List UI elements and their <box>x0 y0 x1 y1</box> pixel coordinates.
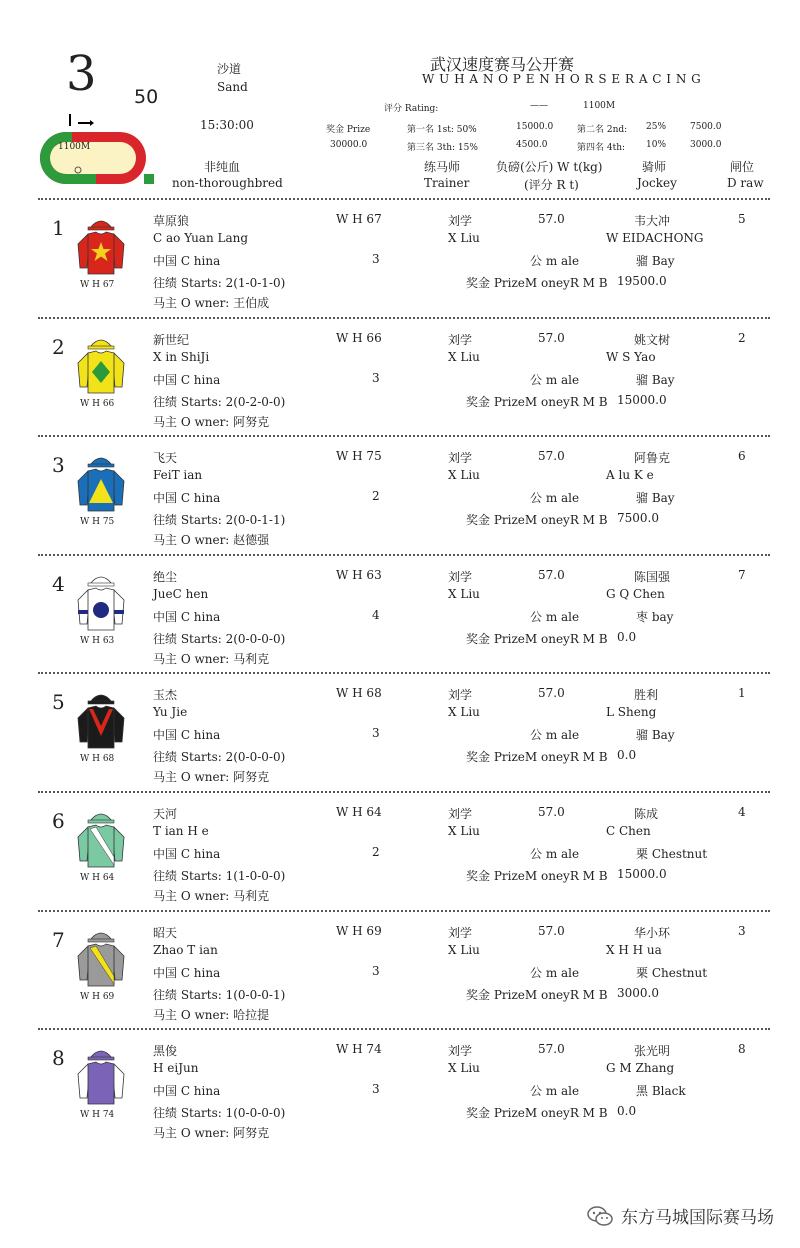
runner-entry-8 <box>0 1030 800 1148</box>
starts: 往绩 Starts: 2(0-0-1-1) <box>153 513 286 528</box>
jockey-cn: 阿鲁克 <box>634 451 671 466</box>
saddle-number: 5 <box>52 690 65 715</box>
weight: 57.0 <box>538 686 565 701</box>
jockey-silk-icon <box>76 214 126 276</box>
runner-entry-6 <box>0 793 800 911</box>
horse-color: 栗 Chestnut <box>636 847 708 861</box>
col-draw-en: D raw <box>727 176 764 190</box>
sex: 公 m ale <box>530 965 580 980</box>
starts: 往绩 Starts: 2(0-0-0-0) <box>153 750 286 765</box>
prize-value: 3000.0 <box>617 985 659 1000</box>
horse-color: 骝 Bay <box>636 254 675 268</box>
origin: 中国 C hina <box>153 728 221 743</box>
trainer-cn: 刘学 <box>448 807 473 821</box>
col-draw-cn: 闸位 <box>730 160 755 174</box>
draw: 3 <box>738 923 746 938</box>
runner-entry-1 <box>0 200 800 318</box>
trainer-cn: 刘学 <box>448 569 473 584</box>
track-icon <box>36 112 156 192</box>
breed-en: non-thoroughbred <box>172 176 283 190</box>
saddle-number: 8 <box>52 1046 65 1071</box>
fourth-pct: 10% <box>646 140 667 150</box>
prize-value: 0.0 <box>617 748 637 763</box>
trainer-en: X Liu <box>448 942 480 957</box>
owner: 马主 O wner: 王伯成 <box>153 296 270 310</box>
runner-entry-3 <box>0 437 800 555</box>
trainer-en: X Liu <box>448 468 480 483</box>
col-trainer-en: Trainer <box>424 176 470 190</box>
third-label: 第三名 3th: 15% <box>407 143 478 153</box>
silk-code: W H 75 <box>80 517 115 528</box>
owner: 马主 O wner: 马利克 <box>153 651 270 666</box>
owner: 马主 O wner: 阿努克 <box>153 770 270 785</box>
track-distance-label: 1100M <box>58 142 91 152</box>
second-pct: 25% <box>646 122 667 132</box>
silk-code: W H 63 <box>80 635 115 646</box>
starts: 往绩 Starts: 2(0-0-0-0) <box>153 631 286 646</box>
title-en: W U H A N O P E N H O R S E R A C I N G <box>422 72 702 86</box>
origin: 中国 C hina <box>153 1084 221 1099</box>
horse-id: W H 67 <box>336 212 382 226</box>
footer-brand-text: 东方马城国际赛马场 <box>621 1208 774 1228</box>
footer-brand <box>587 1203 774 1228</box>
horse-color: 枣 bay <box>636 609 674 624</box>
first-label: 第一名 1st: 50% <box>407 125 477 135</box>
prize-label: 奖金 PrizeM oneyR M B <box>466 869 608 883</box>
origin: 中国 C hina <box>153 254 221 268</box>
weight: 57.0 <box>538 805 565 819</box>
trainer-cn: 刘学 <box>448 925 473 940</box>
owner: 马主 O wner: 马利克 <box>153 889 270 903</box>
silk-code: W H 68 <box>80 754 115 765</box>
origin: 中国 C hina <box>153 372 221 387</box>
silk-code: W H 69 <box>80 991 115 1002</box>
saddle-number: 4 <box>52 571 65 596</box>
jockey-silk-icon <box>76 807 126 869</box>
jockey-en: C Chen <box>606 824 651 838</box>
prize-label: 奖金 PrizeM oneyR M B <box>466 1106 608 1121</box>
horse-age: 4 <box>372 607 380 622</box>
owner: 马主 O wner: 阿努克 <box>153 1126 270 1141</box>
surface-cn: 沙道 <box>217 62 242 76</box>
horse-id: W H 75 <box>336 449 382 464</box>
title-cn: 武汉速度赛马公开赛 <box>430 55 575 74</box>
sex: 公 m ale <box>530 491 580 506</box>
origin: 中国 C hina <box>153 965 221 980</box>
sex: 公 m ale <box>530 372 580 387</box>
jockey-silk-icon <box>76 1044 126 1106</box>
draw: 7 <box>738 567 746 582</box>
horse-name-cn: 昭天 <box>153 925 178 940</box>
sex: 公 m ale <box>530 847 580 861</box>
horse-age: 3 <box>372 726 380 741</box>
prize-label: 奖金 PrizeM oneyR M B <box>466 513 608 528</box>
horse-age: 2 <box>372 489 380 504</box>
prize-total: 30000.0 <box>330 140 368 150</box>
horse-color: 栗 Chestnut <box>636 965 708 980</box>
horse-name-en: Yu Jie <box>153 705 188 720</box>
trainer-en: X Liu <box>448 1061 480 1076</box>
prize-value: 0.0 <box>617 1104 637 1119</box>
prize-value: 15000.0 <box>617 392 667 407</box>
saddle-number: 1 <box>52 216 65 240</box>
prize-value: 19500.0 <box>617 274 667 288</box>
jockey-silk-icon <box>76 570 126 632</box>
runner-entry-7 <box>0 912 800 1030</box>
horse-name-cn: 飞天 <box>153 451 178 466</box>
origin: 中国 C hina <box>153 609 221 624</box>
horse-name-cn: 黑俊 <box>153 1044 178 1059</box>
horse-color: 骝 Bay <box>636 372 675 387</box>
trainer-cn: 刘学 <box>448 451 473 466</box>
draw: 2 <box>738 330 746 345</box>
third-value: 4500.0 <box>516 140 548 150</box>
horse-age: 2 <box>372 845 380 859</box>
prize-label: 奖金 PrizeM oneyR M B <box>466 394 608 409</box>
trainer-en: X Liu <box>448 586 480 601</box>
prize-value: 7500.0 <box>617 511 659 526</box>
horse-id: W H 74 <box>336 1042 382 1057</box>
saddle-number: 3 <box>52 453 65 478</box>
jockey-silk-icon <box>76 926 126 988</box>
owner: 马主 O wner: 哈拉提 <box>153 1007 270 1022</box>
trainer-cn: 刘学 <box>448 688 473 703</box>
horse-name-en: Zhao T ian <box>153 942 218 957</box>
runner-entry-5 <box>0 674 800 792</box>
jockey-en: L Sheng <box>606 705 657 720</box>
draw: 1 <box>738 686 746 701</box>
jockey-en: X H H ua <box>606 942 662 957</box>
fourth-label: 第四名 4th: <box>577 143 626 153</box>
horse-age: 3 <box>372 963 380 978</box>
race-number: 3 <box>66 46 97 102</box>
col-jockey-cn: 骑师 <box>642 160 667 174</box>
col-weight-cn: 负磅(公斤) W t(kg) <box>496 160 603 174</box>
horse-id: W H 68 <box>336 686 382 701</box>
draw: 4 <box>738 805 746 819</box>
breed-cn: 非纯血 <box>204 160 241 174</box>
weight: 57.0 <box>538 330 565 345</box>
horse-id: W H 63 <box>336 567 382 582</box>
horse-name-en: JueC hen <box>153 586 209 601</box>
horse-name-cn: 新世纪 <box>153 332 190 347</box>
horse-name-cn: 绝尘 <box>153 569 178 584</box>
prize-label: 奖金 PrizeM oneyR M B <box>466 631 608 646</box>
saddle-number: 6 <box>52 809 65 833</box>
horse-color: 骝 Bay <box>636 491 675 506</box>
horse-age: 3 <box>372 370 380 385</box>
col-jockey-en: Jockey <box>637 176 677 190</box>
horse-name-en: T ian H e <box>153 824 209 838</box>
jockey-cn: 陈国强 <box>634 569 671 584</box>
jockey-silk-icon <box>76 333 126 395</box>
trainer-en: X Liu <box>448 824 480 838</box>
silk-code: W H 67 <box>80 280 115 290</box>
jockey-cn: 韦大冲 <box>634 214 671 228</box>
prize-label: 奖金 PrizeM oneyR M B <box>466 987 608 1002</box>
prize-label: 奖金 Prize <box>326 125 371 135</box>
jockey-cn: 陈成 <box>634 807 659 821</box>
col-weight-en: (评分 R t) <box>524 178 579 192</box>
trainer-cn: 刘学 <box>448 1044 473 1059</box>
race-time: 15:30:00 <box>200 118 254 132</box>
track-diagram <box>36 112 156 192</box>
race-distance: 1100M <box>583 101 616 111</box>
horse-name-en: C ao Yuan Lang <box>153 231 249 245</box>
rating-label: 评分 Rating: <box>384 104 439 114</box>
owner: 马主 O wner: 阿努克 <box>153 414 270 429</box>
runner-entry-2 <box>0 319 800 437</box>
weight: 57.0 <box>538 567 565 582</box>
fourth-value: 3000.0 <box>690 140 722 150</box>
horse-name-cn: 玉杰 <box>153 688 178 703</box>
weight: 57.0 <box>538 1042 565 1057</box>
horse-age: 3 <box>372 252 380 266</box>
weight: 57.0 <box>538 923 565 938</box>
jockey-en: W EIDACHONG <box>606 231 704 245</box>
draw: 6 <box>738 449 746 464</box>
origin: 中国 C hina <box>153 491 221 506</box>
jockey-cn: 华小环 <box>634 925 671 940</box>
jockey-en: G Q Chen <box>606 586 665 601</box>
sex: 公 m ale <box>530 728 580 743</box>
runner-entry-4 <box>0 556 800 674</box>
saddle-number: 2 <box>52 334 65 359</box>
rating-value: —— <box>530 101 548 111</box>
horse-name-cn: 天河 <box>153 807 178 821</box>
trainer-en: X Liu <box>448 231 480 245</box>
jockey-en: A lu K e <box>606 468 654 483</box>
starts: 往绩 Starts: 2(1-0-1-0) <box>153 276 286 290</box>
jockey-en: W S Yao <box>606 349 656 364</box>
prize-value: 0.0 <box>617 629 637 644</box>
jockey-cn: 胜利 <box>634 688 659 703</box>
owner: 马主 O wner: 赵德强 <box>153 533 270 548</box>
starts: 往绩 Starts: 1(0-0-0-1) <box>153 987 286 1002</box>
origin: 中国 C hina <box>153 847 221 861</box>
starts: 往绩 Starts: 2(0-2-0-0) <box>153 394 286 409</box>
silk-code: W H 66 <box>80 398 115 409</box>
second-value: 7500.0 <box>690 122 722 132</box>
silk-code: W H 74 <box>80 1110 115 1121</box>
saddle-number: 7 <box>52 927 65 952</box>
prize-label: 奖金 PrizeM oneyR M B <box>466 750 608 765</box>
second-label: 第二名 2nd: <box>577 125 628 135</box>
trainer-en: X Liu <box>448 349 480 364</box>
surface-en: Sand <box>217 80 248 94</box>
horse-name-en: FeiT ian <box>153 468 203 483</box>
horse-color: 骝 Bay <box>636 728 675 743</box>
horse-name-cn: 草原狼 <box>153 214 190 228</box>
first-value: 15000.0 <box>516 122 554 132</box>
horse-id: W H 66 <box>336 330 382 345</box>
prize-value: 15000.0 <box>617 867 667 881</box>
jockey-silk-icon <box>76 688 126 750</box>
distance-code: 50 <box>134 86 159 108</box>
jockey-silk-icon <box>76 451 126 513</box>
jockey-en: G M Zhang <box>606 1061 675 1076</box>
prize-label: 奖金 PrizeM oneyR M B <box>466 276 608 290</box>
horse-name-en: H eiJun <box>153 1061 199 1076</box>
col-trainer-cn: 练马师 <box>424 160 461 174</box>
trainer-en: X Liu <box>448 705 480 720</box>
horse-age: 3 <box>372 1082 380 1097</box>
jockey-cn: 姚文树 <box>634 332 671 347</box>
draw: 5 <box>738 212 746 226</box>
starts: 往绩 Starts: 1(1-0-0-0) <box>153 869 286 883</box>
starts: 往绩 Starts: 1(0-0-0-0) <box>153 1106 286 1121</box>
sex: 公 m ale <box>530 1084 580 1099</box>
horse-color: 黑 Black <box>636 1084 686 1099</box>
horse-name-en: X in ShiJi <box>153 349 210 364</box>
silk-code: W H 64 <box>80 873 115 883</box>
horse-id: W H 64 <box>336 805 382 819</box>
sex: 公 m ale <box>530 609 580 624</box>
trainer-cn: 刘学 <box>448 332 473 347</box>
sex: 公 m ale <box>530 254 580 268</box>
jockey-cn: 张光明 <box>634 1044 671 1059</box>
horse-id: W H 69 <box>336 923 382 938</box>
draw: 8 <box>738 1042 746 1057</box>
weight: 57.0 <box>538 449 565 464</box>
trainer-cn: 刘学 <box>448 214 473 228</box>
weight: 57.0 <box>538 212 565 226</box>
wechat-icon <box>587 1205 613 1227</box>
